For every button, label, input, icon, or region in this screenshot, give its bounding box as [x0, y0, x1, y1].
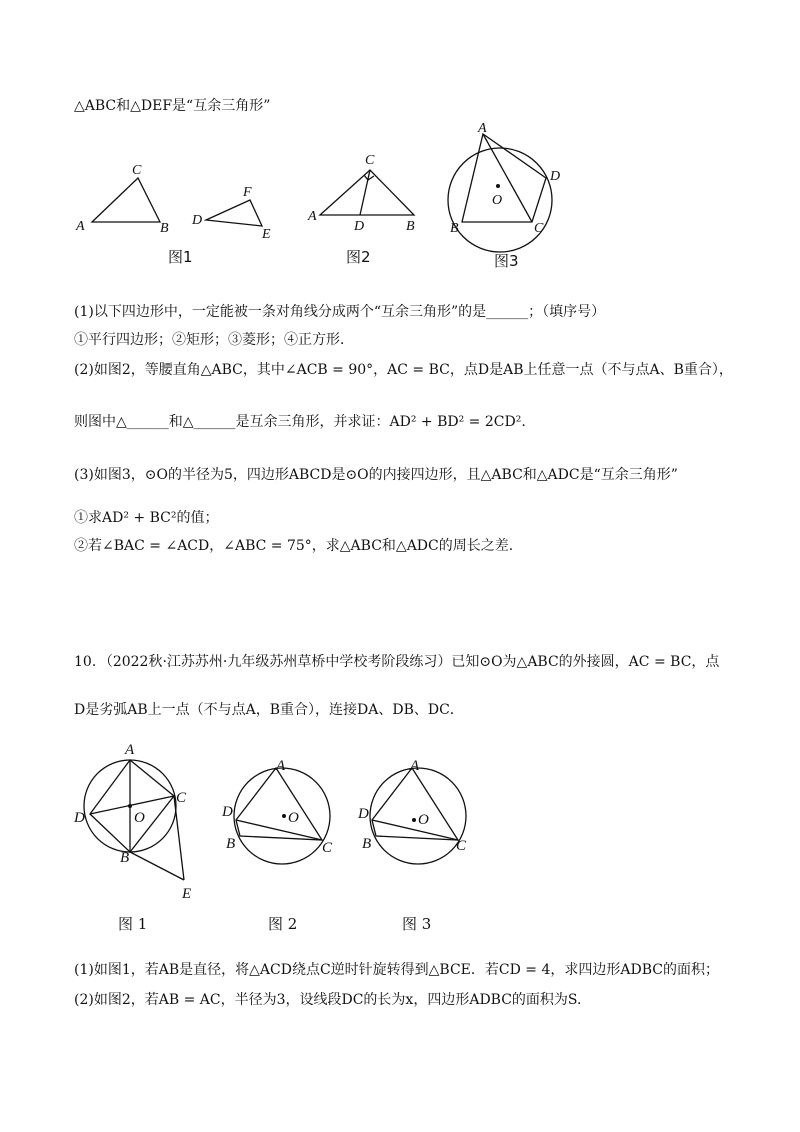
fig1-triangle-abc [92, 178, 160, 222]
b-fig2-center-dot [282, 814, 286, 818]
q10-part2: (2)如图2，若AB = AC，半径为3，设线段DC的长为x，四边形ADBC的面积为S. [74, 992, 582, 1008]
fig1-label-e: E [262, 227, 271, 242]
q9-part1-options: ①平行四边形；②矩形；③菱形；④正方形． [74, 332, 354, 348]
fig3-label-a: A [478, 121, 487, 136]
q10-line2: D是劣弧AB上一点（不与点A，B重合），连接DA、DB、DC． [74, 702, 464, 718]
fig1-label-b: B [160, 221, 169, 236]
fig3-center-dot [496, 184, 500, 188]
b-fig3-label-o: O [418, 812, 429, 828]
b-fig2-label-o: O [288, 810, 299, 826]
top-figures [0, 120, 800, 320]
fig1-label-a: A [76, 219, 85, 234]
b-fig1-label-a: A [125, 742, 135, 758]
fig1-label-f: F [243, 185, 252, 200]
fig3-label-d: D [550, 169, 561, 184]
q9-part3-sub1: ①求AD² + BC²的值； [74, 510, 219, 526]
b-fig3-label-d: D [358, 806, 369, 822]
fig1-label-c: C [132, 163, 142, 178]
fig3-diagonal-ac [483, 134, 532, 222]
bottom-figures [0, 740, 800, 910]
fig1-triangle-def [206, 200, 262, 226]
b-fig1-segment-ce [174, 796, 184, 880]
intro-text: △ABC和△DEF是“互余三角形” [74, 98, 271, 114]
b-caption-fig3: 图 3 [402, 915, 432, 933]
b-caption-fig1: 图 1 [118, 915, 148, 933]
q9-part2-line2: 则图中△______和△______是互余三角形，并求证：AD² + BD² = 2CD². [74, 414, 526, 430]
b-fig1-label-c: C [176, 790, 187, 806]
fig2-label-c: C [365, 153, 375, 168]
q9-part3-sub2: ②若∠BAC = ∠ACD，∠ABC = 75°，求△ABC和△ADC的周长之差. [74, 538, 514, 554]
fig2-label-b: B [406, 219, 415, 234]
fig3-label-o: O [492, 193, 503, 208]
b-caption-fig2: 图 2 [268, 915, 298, 933]
fig1-label-d: D [192, 213, 203, 228]
b-fig1-label-o: O [134, 810, 145, 826]
fig3-label-c: C [534, 221, 544, 236]
q9-part1: (1)以下四边形中，一定能被一条对角线分成两个“互余三角形”的是______；（填序号） [74, 304, 606, 320]
fig2-triangle-abc [320, 170, 414, 215]
b-fig1-center-dot [128, 804, 132, 808]
b-fig3-center-dot [412, 818, 416, 822]
caption-fig1: 图1 [168, 248, 193, 266]
b-fig3-label-a: A [410, 758, 420, 774]
fig3-label-b: B [450, 221, 459, 236]
q9-part2-line1: (2)如图2，等腰直角△ABC，其中∠ACB = 90°，AC = BC，点D是AB上任意一点（不与点A、B重合）， [74, 362, 733, 378]
b-fig2-quadrilateral [236, 768, 322, 840]
b-fig1-label-b: B [120, 850, 130, 866]
caption-fig2: 图2 [346, 248, 371, 266]
fig3-quadrilateral [462, 134, 546, 222]
q9-part3: (3)如图3，⊙O的半径为5，四边形ABCD是⊙O的内接四边形，且△ABC和△ADC是“互余三角形” [74, 467, 678, 483]
q10-line1: 10．（2022秋·江苏苏州·九年级苏州草桥中学校考阶段练习）已知⊙O为△ABC的外接圆，AC = BC，点 [74, 654, 720, 670]
fig2-label-d: D [354, 219, 365, 234]
b-fig2-label-b: B [226, 836, 236, 852]
b-fig2-label-c: C [322, 840, 333, 856]
fig2-label-a: A [308, 209, 317, 224]
b-fig2-label-d: D [222, 804, 233, 820]
caption-fig3: 图3 [494, 252, 519, 270]
b-fig3-label-b: B [362, 836, 372, 852]
b-fig3-label-c: C [456, 838, 467, 854]
q10-part1: (1)如图1，若AB是直径，将△ACD绕点C逆时针旋转得到△BCE．若CD = 4，求四边形ADBC的面积； [74, 962, 719, 978]
b-fig1-label-d: D [74, 810, 85, 826]
b-fig3-quadrilateral [372, 768, 458, 840]
b-fig2-label-a: A [276, 758, 286, 774]
b-fig1-label-e: E [182, 886, 192, 902]
b-fig1-segment-be [130, 852, 184, 880]
